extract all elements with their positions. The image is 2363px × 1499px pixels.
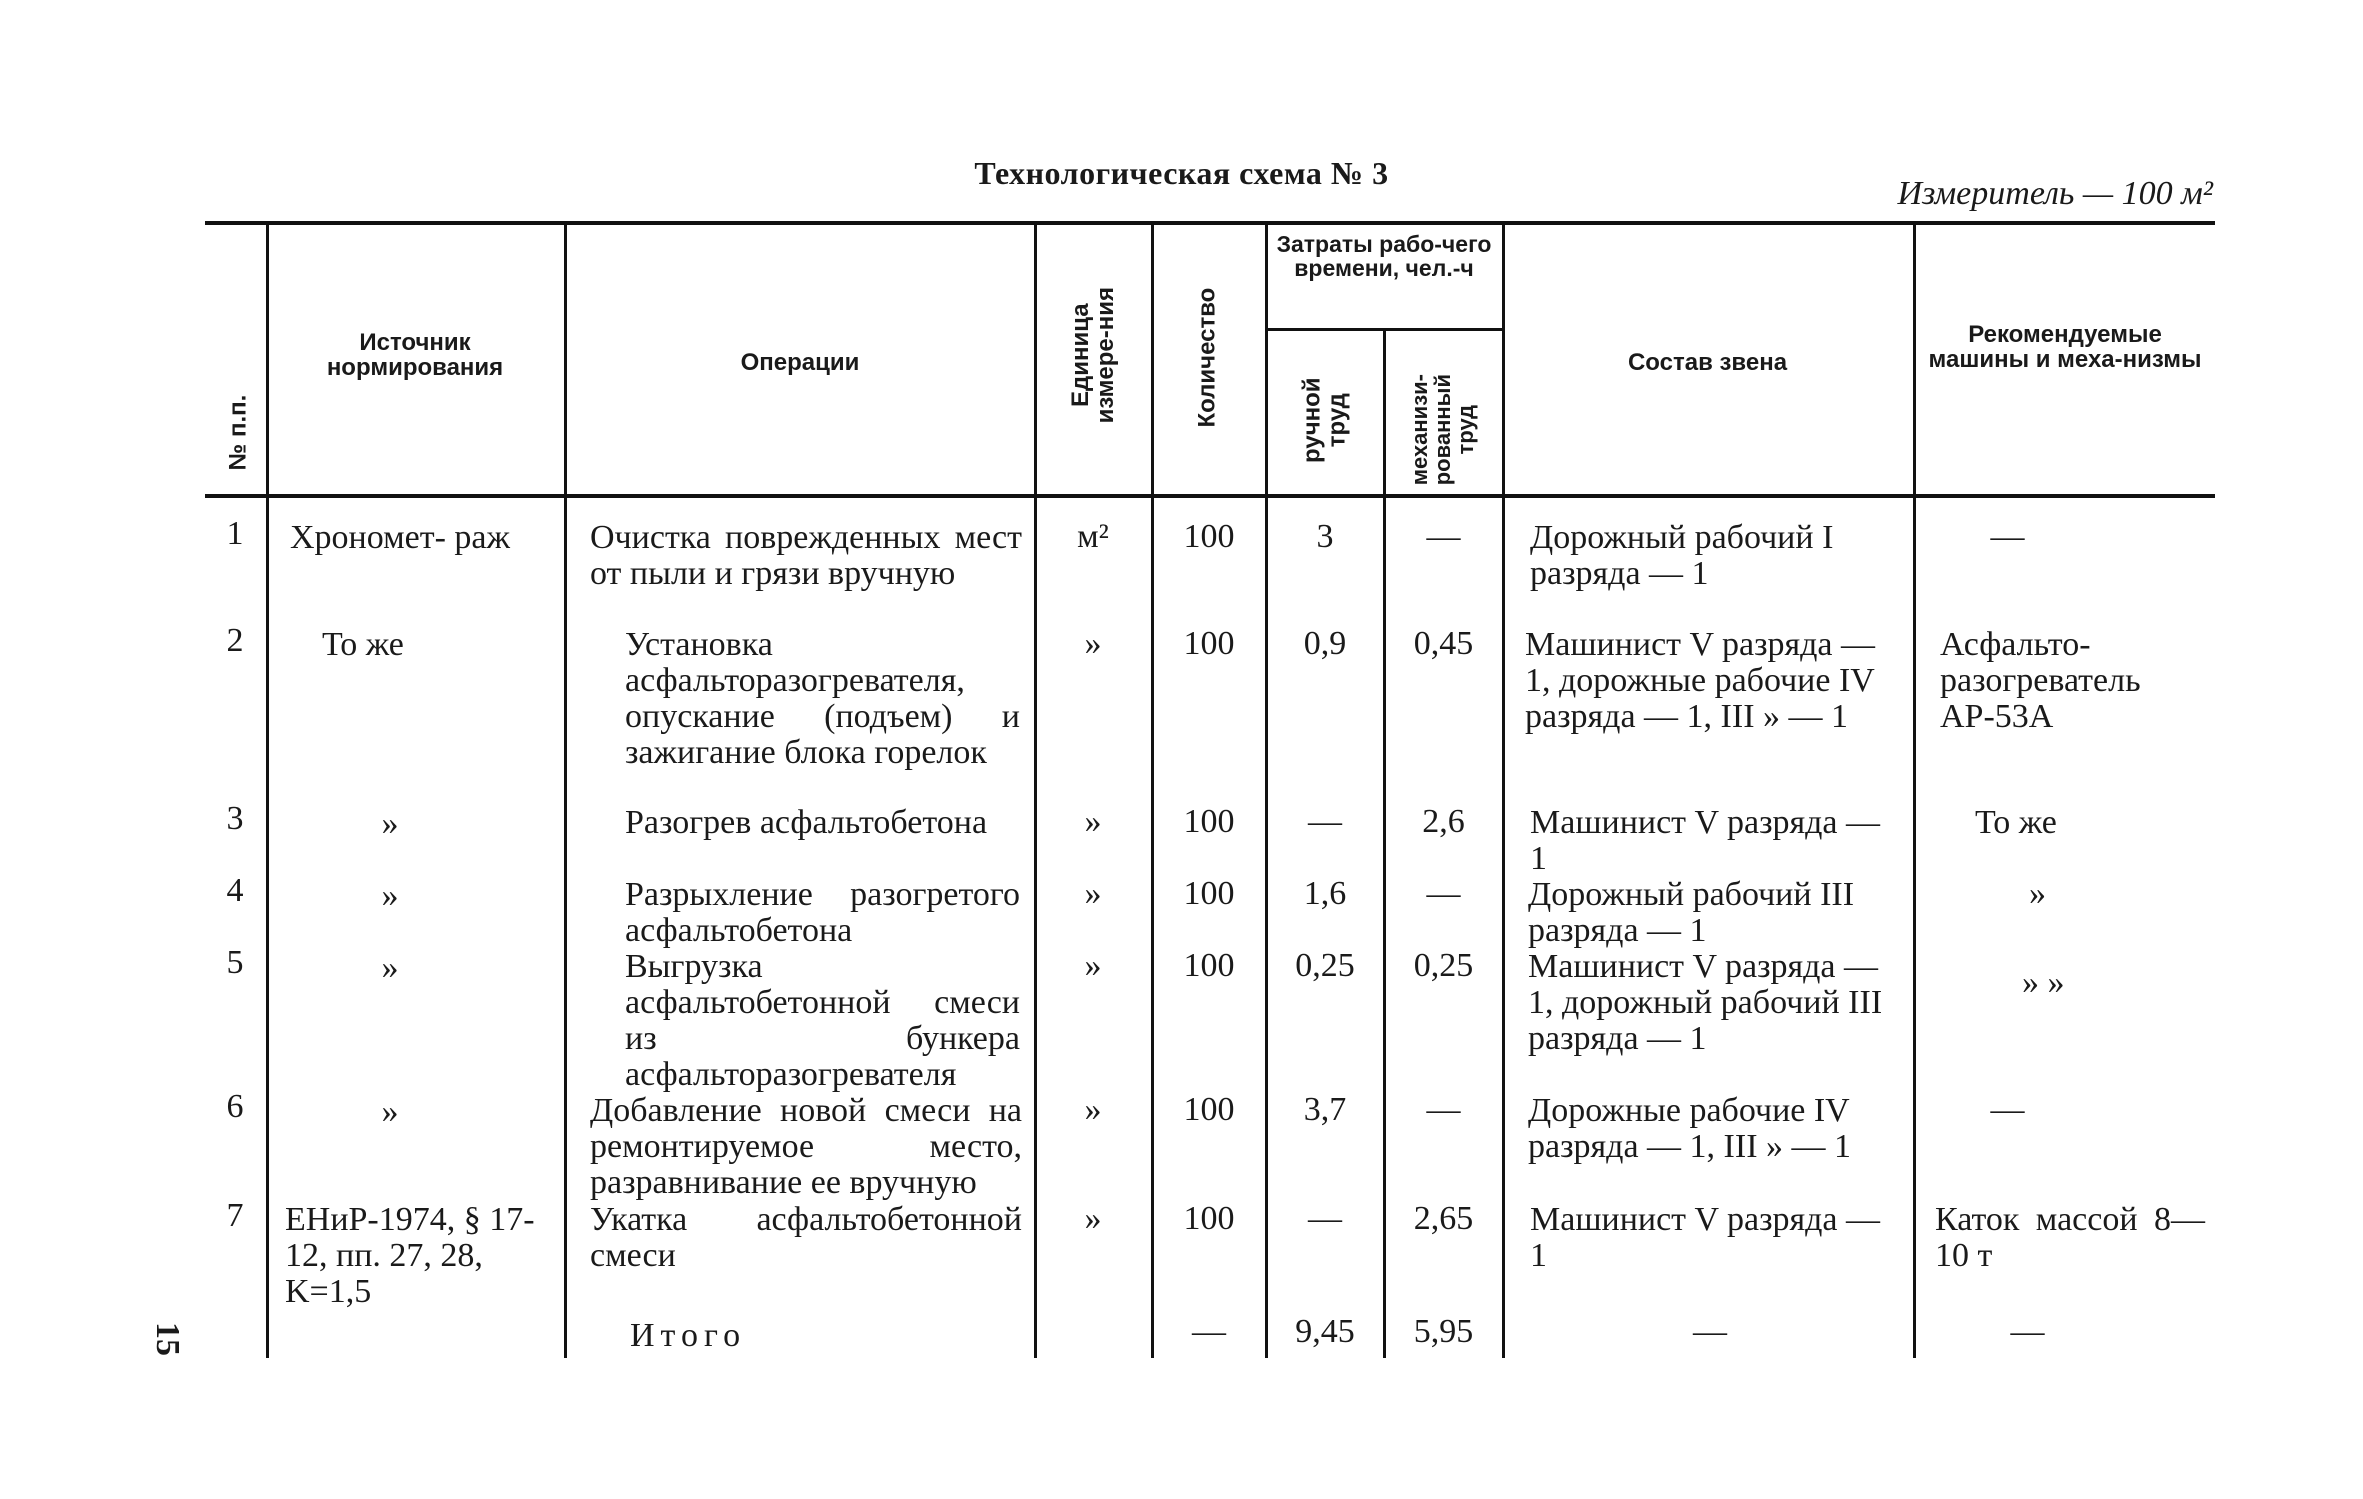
row-2-qty: 100 (1183, 625, 1235, 662)
row-6-manual: 3,7 (1303, 1091, 1347, 1128)
row-7-operation: Укатка асфальтобетонной смеси (590, 1201, 1022, 1274)
row-3-source: » (381, 805, 399, 842)
row-7-qty: 100 (1183, 1200, 1235, 1237)
header-unit: Единица измере-ния (1066, 286, 1119, 424)
row-5-unit: » (1084, 947, 1102, 984)
col-divider (564, 223, 567, 1358)
col-divider (1913, 223, 1916, 1358)
row-2-manual: 0,9 (1303, 625, 1347, 662)
row-6-mech: — (1426, 1091, 1461, 1128)
row-2-machine: Асфальто- разогреватель АР-53А (1940, 626, 2141, 735)
header-source: Источник нормирования (326, 329, 504, 382)
row-6-operation: Добавление новой смеси на ремонтируемое место, разравнивание ее вручную (590, 1092, 1022, 1201)
row-1-machine: — (1990, 518, 2025, 555)
row-2-source: То же (322, 626, 404, 663)
header-manual: ручной труд (1298, 377, 1351, 463)
row-3-machine: То же (1975, 804, 2057, 841)
header-operations: Операции (740, 349, 860, 376)
row-6-qty: 100 (1183, 1091, 1235, 1128)
row-3-qty: 100 (1183, 803, 1235, 840)
row-1-manual: 3 (1316, 518, 1334, 555)
total-mech: 5,95 (1413, 1313, 1474, 1350)
col-divider (1502, 223, 1505, 1358)
row-7-machine: Каток массой 8—10 т (1935, 1201, 2205, 1274)
row-1-operation: Очистка поврежденных мест от пыли и грязи вручную (590, 519, 1022, 592)
col-divider (1034, 223, 1037, 1358)
row-6-num: 6 (226, 1088, 244, 1125)
row-3-unit: » (1084, 803, 1102, 840)
row-5-operation: Выгрузка асфальтобетонной смеси из бункера асфальторазогревателя (625, 948, 1020, 1093)
total-crew: — (1693, 1313, 1727, 1350)
header-crew: Состав звена (1627, 349, 1788, 376)
row-4-crew: Дорожный рабочий III разряда — 1 (1528, 876, 1855, 949)
row-4-qty: 100 (1183, 875, 1235, 912)
row-4-manual: 1,6 (1303, 875, 1347, 912)
row-4-mech: — (1426, 875, 1461, 912)
row-1-crew: Дорожный рабочий I разряда — 1 (1530, 519, 1834, 592)
header-num: № п.п. (224, 394, 252, 471)
total-manual: 9,45 (1295, 1313, 1355, 1350)
unit-label: Измеритель — 100 м² (1897, 175, 2213, 212)
row-2-num: 2 (226, 622, 244, 659)
labor-subheader-rule (1265, 328, 1502, 331)
total-label: Итого (630, 1317, 747, 1354)
col-divider (266, 223, 269, 1358)
row-6-machine: — (1990, 1091, 2025, 1128)
row-7-num: 7 (226, 1197, 244, 1234)
row-5-machine: » » (2022, 964, 2065, 1001)
row-2-unit: » (1084, 625, 1102, 662)
row-6-source: » (381, 1093, 399, 1130)
page-title: Технологическая схема № 3 (974, 155, 1389, 191)
row-4-operation: Разрыхление разогретого асфальтобетона (625, 876, 1020, 949)
row-5-manual: 0,25 (1295, 947, 1355, 984)
row-1-qty: 100 (1183, 518, 1235, 555)
row-7-mech: 2,65 (1413, 1200, 1474, 1237)
header-machines: Рекомендуемые машины и меха-низмы (1928, 321, 2202, 374)
row-5-qty: 100 (1183, 947, 1235, 984)
row-2-mech: 0,45 (1413, 625, 1474, 662)
page-number: 15 (149, 1322, 186, 1356)
row-6-unit: » (1084, 1091, 1102, 1128)
row-4-unit: » (1084, 875, 1102, 912)
row-5-source: » (381, 949, 399, 986)
header-mechanized: механизи-рованный труд (1406, 374, 1479, 486)
row-1-unit: м² (1077, 518, 1109, 555)
row-1-source: Хрономет- раж (290, 519, 510, 556)
row-4-source: » (381, 877, 399, 914)
header-quantity: Количество (1193, 287, 1221, 428)
row-3-num: 3 (226, 800, 244, 837)
row-4-num: 4 (226, 872, 244, 909)
col-divider (1151, 223, 1154, 1358)
row-1-num: 1 (226, 515, 244, 552)
row-1-mech: — (1426, 518, 1461, 555)
row-2-operation: Установка асфальторазогревателя, опускание (подъем) и зажигание блока горелок (625, 626, 1020, 771)
row-3-crew: Машинист V разряда — 1 (1530, 804, 1881, 877)
row-7-crew: Машинист V разряда — 1 (1530, 1201, 1881, 1274)
col-divider (1265, 223, 1268, 1358)
row-7-manual: — (1308, 1200, 1342, 1237)
row-5-crew: Машинист V разряда — 1, дорожный рабочий III разряда — 1 (1528, 948, 1883, 1057)
row-6-crew: Дорожные рабочие IV разряда — 1, III » — 1 (1528, 1092, 1852, 1165)
row-2-crew: Машинист V разряда — 1, дорожные рабочие IV разряда — 1, III » — 1 (1525, 626, 1876, 735)
row-7-unit: » (1084, 1200, 1102, 1237)
row-4-machine: » (2029, 875, 2046, 912)
total-qty: — (1192, 1313, 1226, 1350)
row-5-num: 5 (226, 944, 244, 981)
row-5-mech: 0,25 (1413, 947, 1474, 984)
row-3-manual: — (1308, 803, 1342, 840)
row-3-mech: 2,6 (1422, 803, 1465, 840)
row-3-operation: Разогрев асфальтобетона (625, 804, 988, 841)
header-labor-costs: Затраты рабо-чего времени, чел.-ч (1276, 231, 1492, 282)
total-machine: — (2010, 1313, 2045, 1350)
row-7-source: ЕНиР-1974, § 17-12, пп. 27, 28, K=1,5 (285, 1201, 535, 1310)
